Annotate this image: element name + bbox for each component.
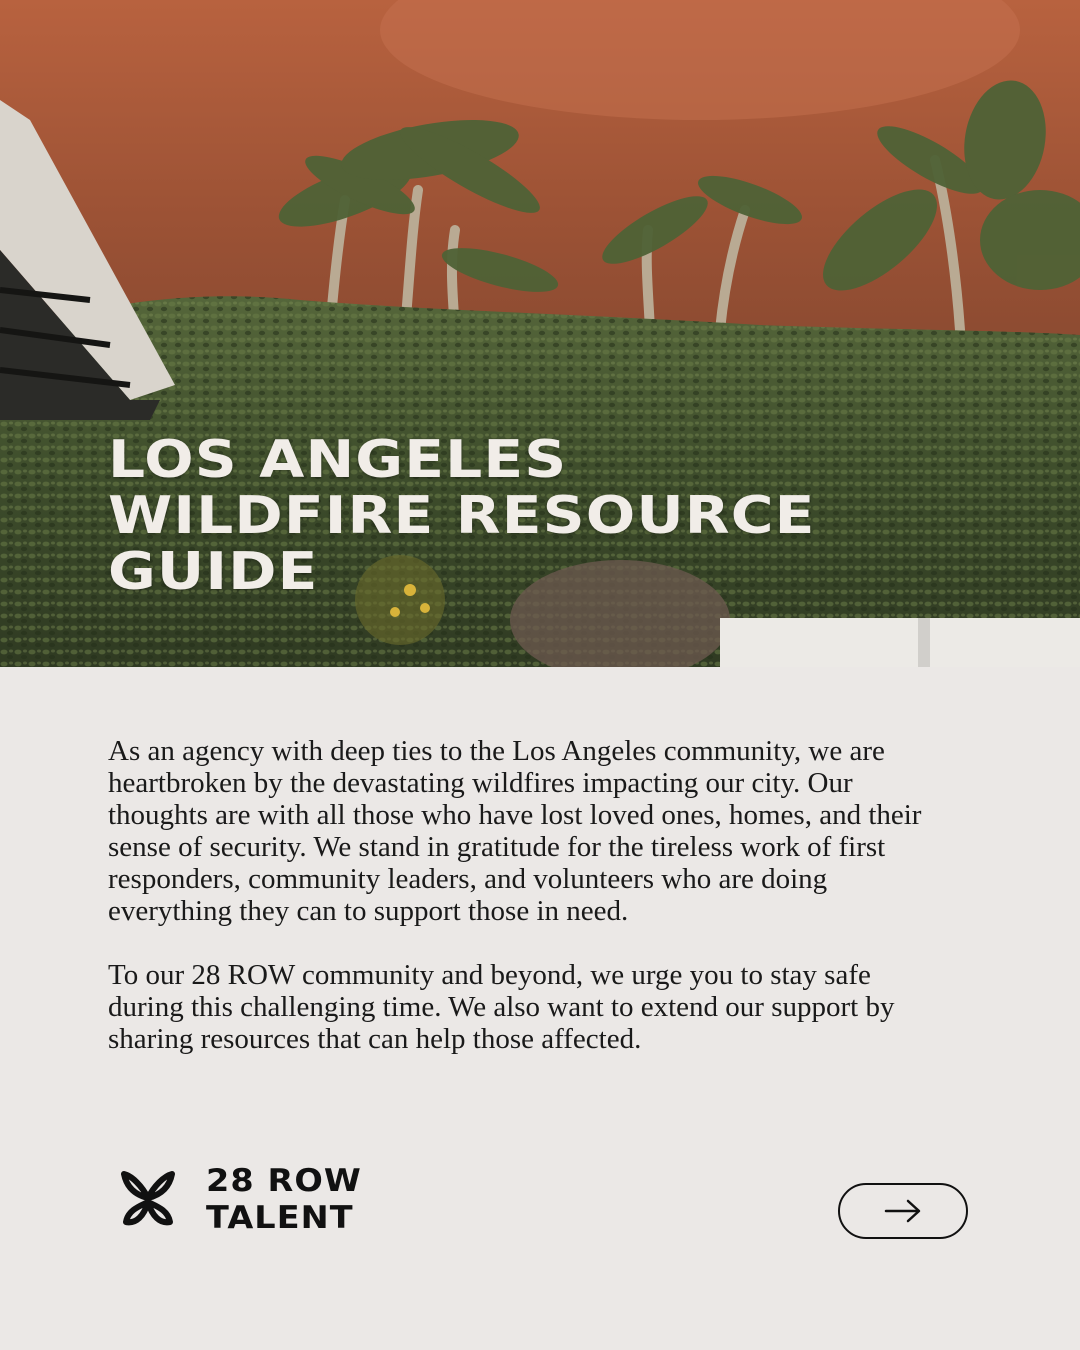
title-line-1: LOS ANGELES — [108, 430, 568, 490]
brand-line-2: TALENT — [206, 1200, 354, 1236]
body-copy — [108, 735, 938, 1087]
brand-line-1: 28 ROW — [206, 1163, 362, 1199]
brand — [120, 1163, 362, 1237]
title-line-3: GUIDE — [108, 542, 319, 602]
paragraph-intro: As an agency with deep ties to the Los Angeles community, we are heartbroken by the devastating wildfires impacting our city. Our thoughts are with all those who have lost loved ones, homes, and their sense of security. We stand in gratitude for the tireless work of first responders, community leaders, and volunteers who are doing everything they can to support those in need. — [108, 735, 922, 927]
paragraph-community: To our 28 ROW community and beyond, we urge you to stay safe during this challenging time. We also want to extend our support by sharing resources that can help those affected. — [108, 959, 895, 1055]
arrow-right-icon — [884, 1199, 922, 1223]
butterfly-logo-icon — [120, 1168, 176, 1232]
title-line-2: WILDFIRE RESOURCE — [108, 486, 816, 546]
brand-name — [206, 1163, 362, 1237]
next-slide-button[interactable] — [838, 1183, 968, 1239]
page-title — [108, 432, 816, 600]
hero-image — [0, 0, 1080, 667]
